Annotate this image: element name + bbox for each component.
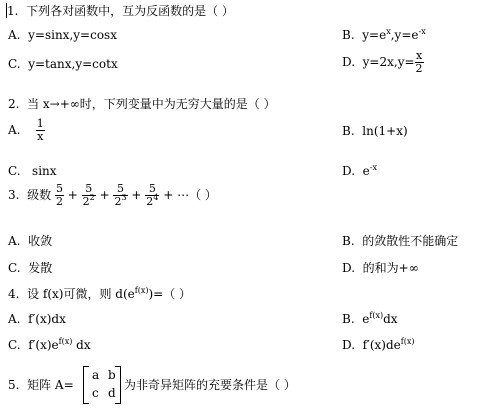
question-3 xyxy=(8,183,217,208)
option-label: D. xyxy=(342,338,356,352)
plus-sign: + xyxy=(131,188,142,202)
q2-option-b xyxy=(342,124,408,138)
option-label: A. xyxy=(8,123,21,137)
option-text: f′(x)dx xyxy=(28,312,66,326)
q4-option-c xyxy=(8,338,91,352)
option-text: 的敛散性不能确定 xyxy=(362,234,459,248)
exponent: 4 xyxy=(153,193,159,202)
superscript: f(x) xyxy=(134,286,149,295)
exponent: 2 xyxy=(89,193,95,202)
option-text: y=2x,y= xyxy=(362,55,415,69)
q3-option-a xyxy=(8,232,52,249)
superscript: x xyxy=(386,27,391,36)
fraction-denominator: 2 xyxy=(55,195,63,208)
option-label: C. xyxy=(8,338,21,352)
fraction-denominator xyxy=(113,193,127,208)
option-label: D. xyxy=(342,55,356,69)
q2-option-d xyxy=(342,164,377,178)
option-text: f′(x)de xyxy=(362,338,401,352)
option-text: ln(1+x) xyxy=(362,124,408,138)
superscript: f(x) xyxy=(369,311,384,320)
question-text: 为非奇异矩阵的充要条件是（ ） xyxy=(124,378,296,392)
question-number: 4. xyxy=(8,287,20,301)
q2-option-a xyxy=(8,118,45,143)
fraction-denominator xyxy=(145,193,159,208)
question-5 xyxy=(8,376,74,393)
fraction-denominator: x xyxy=(37,130,44,143)
option-label: A. xyxy=(8,312,21,326)
option-text: f′(x)e xyxy=(28,338,59,352)
q3-option-c xyxy=(8,259,52,276)
fraction xyxy=(36,118,45,143)
question-4 xyxy=(8,285,191,302)
fraction xyxy=(415,50,424,75)
fraction-numerator: 5 xyxy=(55,182,63,195)
q4-option-b xyxy=(342,312,398,326)
q2-option-c xyxy=(8,164,57,178)
superscript: -x xyxy=(369,163,377,172)
option-text: y=e xyxy=(362,28,387,42)
question-text: 级数 xyxy=(27,188,52,202)
q1-option-d xyxy=(342,50,424,75)
option-text: 的和为+∞ xyxy=(362,261,419,275)
question-text: 下列各对函数中，互为反函数的是（ ） xyxy=(26,4,234,18)
option-label: A. xyxy=(8,28,21,42)
option-text: y=sinx,y=cosx xyxy=(28,28,117,42)
series-term-2 xyxy=(82,183,96,208)
question-number: 3. xyxy=(8,188,20,202)
question-text: 当 x→+∞时，下列变量中为无穷大量的是（ ） xyxy=(27,97,276,111)
option-label: B. xyxy=(342,312,355,326)
option-text: e xyxy=(362,312,370,326)
option-text: ,y=e xyxy=(390,28,419,42)
matrix-cell: a xyxy=(92,368,100,382)
option-label: B. xyxy=(342,28,355,42)
base: 2 xyxy=(146,195,154,208)
q3-option-d xyxy=(342,259,419,276)
question-5-tail xyxy=(124,376,296,393)
question-text: 矩阵 A= xyxy=(27,378,74,392)
matrix-cell: c xyxy=(92,386,99,400)
option-label: D. xyxy=(342,164,356,178)
option-text: y=tanx,y=cotx xyxy=(28,57,118,71)
fraction-numerator: 5 xyxy=(113,183,127,196)
q1-option-b xyxy=(342,28,426,42)
q3-option-b xyxy=(342,232,458,249)
series-term-3 xyxy=(113,183,127,208)
question-text: 设 f(x)可微，则 d(e xyxy=(27,287,135,301)
matrix-a xyxy=(83,366,121,404)
superscript: -x xyxy=(418,27,426,36)
q4-option-a xyxy=(8,312,66,326)
option-label: B. xyxy=(342,124,355,138)
fraction-denominator xyxy=(82,193,96,208)
q1-option-a xyxy=(8,28,117,42)
fraction-numerator: 1 xyxy=(36,117,44,130)
option-label: C. xyxy=(8,57,21,71)
option-text: dx xyxy=(72,338,91,352)
question-tail: + ⋯（ ） xyxy=(163,188,217,202)
question-number: 2. xyxy=(8,97,20,111)
question-number: 5. xyxy=(8,378,20,392)
q1-option-c xyxy=(8,57,118,71)
fraction-denominator: 2 xyxy=(415,62,423,75)
plus-sign: + xyxy=(99,188,110,202)
question-1 xyxy=(7,2,234,19)
left-bracket xyxy=(83,366,89,404)
series-term-4 xyxy=(145,183,159,208)
base: 2 xyxy=(114,195,122,208)
option-label: D. xyxy=(342,261,356,275)
option-text: 收敛 xyxy=(28,234,53,248)
plus-sign: + xyxy=(67,188,78,202)
option-text: 发散 xyxy=(28,261,53,275)
option-text: dx xyxy=(383,312,398,326)
option-label: B. xyxy=(342,234,355,248)
superscript: f(x) xyxy=(400,337,415,346)
matrix-cell: b xyxy=(108,368,116,382)
fraction-numerator: 5 xyxy=(145,183,159,196)
series-term-1 xyxy=(55,183,64,208)
option-text: e xyxy=(362,164,370,178)
option-label: C. xyxy=(8,261,21,275)
option-label: C. xyxy=(8,164,21,178)
matrix-cell: d xyxy=(108,386,116,400)
exponent: 3 xyxy=(121,193,127,202)
fraction-numerator: x xyxy=(415,49,423,62)
fraction-numerator: 5 xyxy=(82,183,96,196)
option-label: A. xyxy=(8,234,21,248)
option-text: sinx xyxy=(32,164,57,178)
question-text: )=（ ） xyxy=(148,287,192,301)
base: 2 xyxy=(82,195,90,208)
q4-option-d xyxy=(342,338,414,352)
question-number: 1. xyxy=(7,4,19,18)
superscript: f(x) xyxy=(58,337,73,346)
question-2 xyxy=(8,95,276,112)
